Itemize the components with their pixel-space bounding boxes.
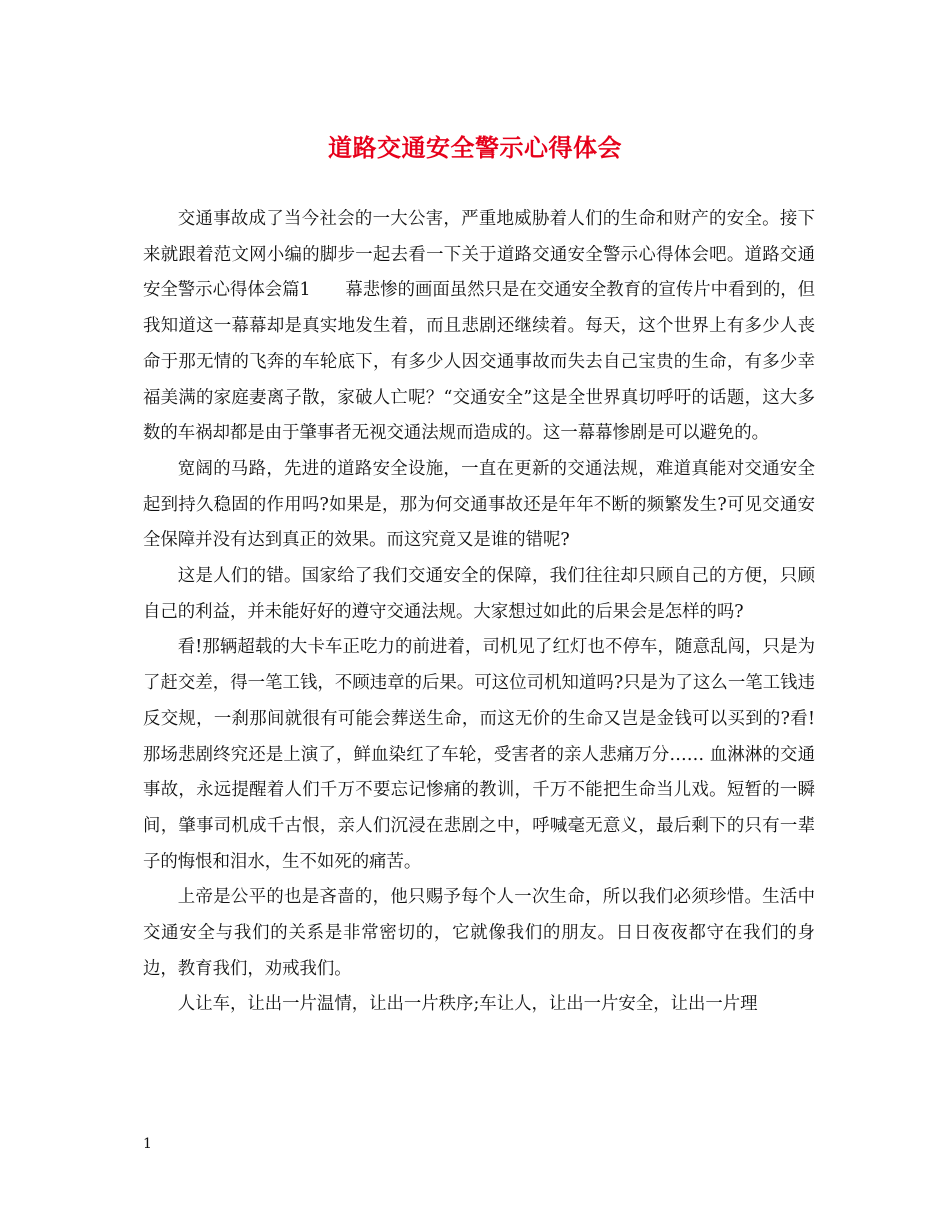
document-title: 道路交通安全警示心得体会 [328, 133, 622, 162]
page-number: 1 [143, 1136, 152, 1152]
paragraph: 看!那辆超载的大卡车正吃力的前进着，司机见了红灯也不停车，随意乱闯，只是为了赶交差，得一笔工钱，不顾违章的后果。可这位司机知道吗?只是为了这么一笔工钱违反交规，一刹那间就很有可能会葬送生命，而这无价的生命又岂是金钱可以买到的?看!那场悲剧终究还是上演了，鲜血染红了车轮，受害者的亲人悲痛万分…… 血淋淋的交通事故，永远提醒着人们千万不要忘记惨痛的教训，千万不能把生命当儿戏。短暂的一瞬间，肇事司机成千古恨，亲人们沉浸在悲剧之中，呼喊毫无意义，最后剩下的只有一辈子的悔恨和泪水，生不如死的痛苦。 [143, 637, 815, 872]
paragraph: 交通事故成了当今社会的一大公害，严重地威胁着人们的生命和财产的安全。接下来就跟着范文网小编的脚步一起去看一下关于道路交通安全警示心得体会吧。道路交通安全警示心得体会篇1 幕悲惨的画面虽然只是在交通安全教育的宣传片中看到的，但我知道这一幕幕却是真实地发生着，而且悲剧还继续着。每天，这个世界上有多少人丧命于那无情的飞奔的车轮底下，有多少人因交通事故而失去自己宝贵的生命，有多少幸福美满的家庭妻离子散，家破人亡呢？“交通安全”这是全世界真切呼吁的话题，这大多数的车祸却都是由于肇事者无视交通法规而造成的。这一幕幕惨剧是可以避免的。 [143, 209, 815, 444]
paragraph: 这是人们的错。国家给了我们交通安全的保障，我们往往却只顾自己的方便，只顾自己的利益，并未能好好的遵守交通法规。大家想过如此的后果会是怎样的吗? [143, 566, 815, 622]
paragraph: 宽阔的马路，先进的道路安全设施，一直在更新的交通法规，难道真能对交通安全起到持久稳固的作用吗?如果是，那为何交通事故还是年年不断的频繁发生?可见交通安全保障并没有达到真正的效果。而这究竟又是谁的错呢? [143, 458, 815, 551]
paragraph: 人让车，让出一片温情，让出一片秩序;车让人，让出一片安全，让出一片理 [177, 994, 758, 1015]
paragraph: 上帝是公平的也是吝啬的，他只赐予每个人一次生命，所以我们必须珍惜。生活中交通安全与我们的关系是非常密切的，它就像我们的朋友。日日夜夜都守在我们的身边，教育我们，劝戒我们。 [143, 887, 815, 979]
document-body [143, 202, 815, 1023]
